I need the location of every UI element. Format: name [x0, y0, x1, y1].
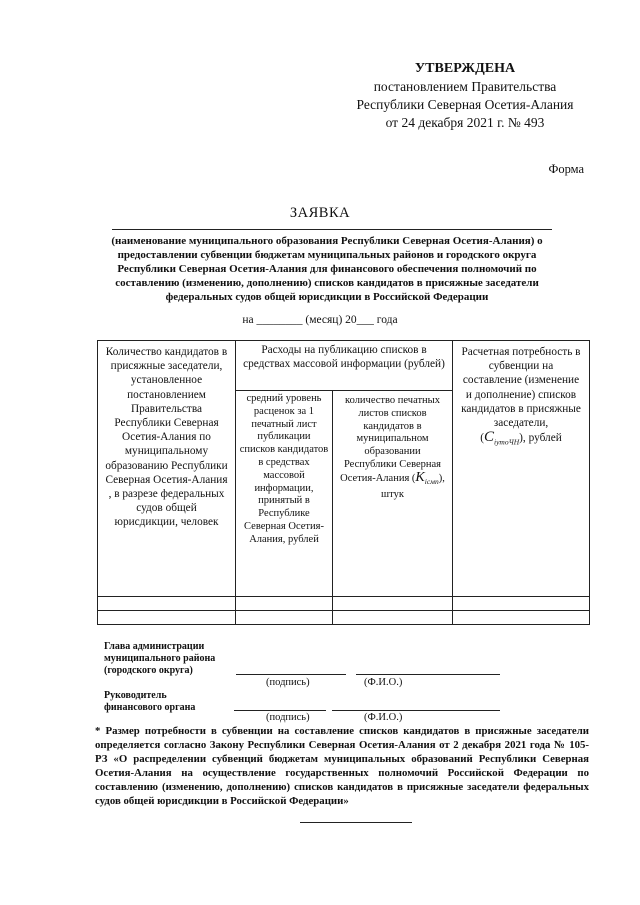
column-printed-sheets — [333, 391, 453, 597]
column-candidates-count: Количество кандидатов в присяжные заседатели, установленное постановлением Правительства Республики Северная Осетия-Алания по муниципальному образованию Республики Северная Осетия-Алания , в разрезе федеральных судов общей юрисдикции, человек — [98, 341, 236, 597]
approval-line-2: Республики Северная Осетия-Алания — [356, 97, 574, 112]
period-middle: (месяц) 20___ — [305, 314, 374, 326]
finance-name-line[interactable] — [332, 710, 500, 711]
head-name-line[interactable] — [356, 674, 500, 675]
printed-sheets-unit: штук — [381, 488, 404, 500]
head-signature-line[interactable] — [236, 674, 346, 675]
period-line — [0, 314, 640, 326]
form-label: Форма — [548, 162, 584, 176]
period-prefix: на — [242, 314, 254, 326]
table-cell[interactable] — [236, 597, 333, 611]
approval-line-1: постановлением Правительства — [373, 79, 557, 94]
table-cell[interactable] — [98, 597, 236, 611]
estimated-need-symbol: $(C_{iутоЧН})$, — [480, 429, 526, 447]
head-name-caption: (Ф.И.О.) — [364, 677, 403, 688]
table-cell[interactable] — [98, 611, 236, 625]
finance-signature-line[interactable] — [234, 710, 326, 711]
column-estimated-need — [453, 341, 590, 597]
column-printed-sheets-text: количество печатных листов списков кандидатов в муниципальном образовании Республики Северная Осетия-Алания — [340, 395, 441, 484]
finance-head-label: Руководитель финансового органа — [104, 690, 196, 713]
period-suffix: года — [376, 314, 398, 326]
printed-sheets-symbol: $(K_{iсмп})$, — [411, 469, 445, 486]
finance-signature-caption: (подпись) — [266, 712, 310, 723]
municipality-name-line — [112, 229, 552, 230]
table-cell[interactable] — [453, 597, 590, 611]
approval-line-3: от 24 декабря 2021 г. № 493 — [385, 115, 545, 130]
column-estimated-need-text: Расчетная потребность в субвенции на составление (изменение и дополнение) списков кандидатов в присяжные заседатели, — [461, 346, 581, 430]
column-publication-costs: Расходы на публикацию списков в средствах массовой информации (рублей) — [236, 341, 453, 391]
table-cell[interactable] — [453, 611, 590, 625]
head-signature-caption: (подпись) — [266, 677, 310, 688]
document-subtitle: (наименование муниципального образования Республики Северная Осетия-Алания) о предоставлении субвенции бюджетам муниципальных районов и городского округа Республики Северная Осетия-Алания для финансового обеспечения полномочий по составлению (изменению, дополнению) списков кандидатов в присяжные заседатели федеральных судов общей юрисдикции в Российской Федерации — [111, 235, 543, 303]
table-cell[interactable] — [236, 611, 333, 625]
table-cell[interactable] — [333, 597, 453, 611]
table-cell[interactable] — [333, 611, 453, 625]
footnote: * Размер потребности в субвенции на составление списков кандидатов в присяжные заседатели определяется согласно Закону Республики Северная Осетия-Алания от 2 декабря 2021 года № 105-РЗ «О распределении субвенций бюджетам муниципальных образований Республики Северная Осетия-Алания на осуществление государственных полномочий Российской Федерации по составлению (изменению, дополнению) списков кандидатов в присяжные заседатели федеральных судов общей юрисдикции в Российской Федерации» — [95, 725, 589, 807]
approval-block — [300, 60, 630, 132]
table-row — [98, 611, 590, 625]
approval-heading: УТВЕРЖДЕНА — [414, 61, 516, 76]
application-table — [97, 340, 590, 625]
document-title: ЗАЯВКА — [289, 205, 351, 221]
estimated-need-unit: рублей — [528, 432, 562, 445]
table-row — [98, 597, 590, 611]
finance-name-caption: (Ф.И.О.) — [364, 712, 403, 723]
head-of-administration-label: Глава администрации муниципального района (городского округа) — [104, 641, 216, 676]
period-blank: ________ — [256, 314, 303, 326]
end-rule — [300, 822, 412, 823]
column-avg-rate: средний уровень расценок за 1 печатный лист публикации списков кандидатов в средствах массовой информации, принятый в Республике Северная Осетия-Алания, рублей — [236, 391, 333, 597]
